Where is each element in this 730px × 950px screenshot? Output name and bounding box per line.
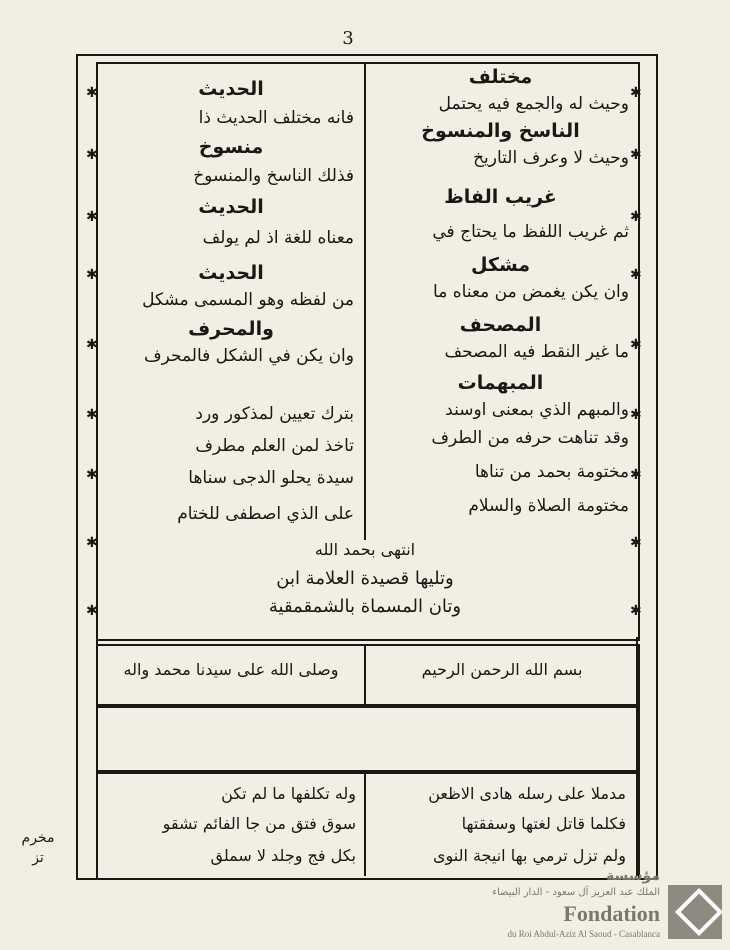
foundation-subtitle-french: du Roi Abdul-Aziz Al Saoud - Casablanca [507,929,660,939]
star-octagram-icon [675,888,723,936]
star-ornament-icon: ✱ [630,337,642,353]
star-ornament-icon: ✱ [86,267,98,283]
verse-line: فكلما قاتل لغتها وسفقتها [461,814,626,833]
page-number: 3 [342,28,354,49]
verse-line: وان يكن يغمض من معناه ما [433,282,629,302]
foundation-name-french: Fondation [563,901,660,926]
star-ornament-icon: ✱ [630,147,642,163]
star-ornament-icon: ✱ [630,85,642,101]
verse-line: ولم تزل ترمي بها انيجة النوى [432,846,626,865]
section-heading: الحديث [198,196,264,218]
verse-line: بكل فج وجلد لا سملق [210,846,356,865]
verse-line: فذلك الناسخ والمنسوخ [193,166,354,186]
closing-line: انتهى بحمد الله [314,540,416,559]
section-heading: غريب الفاظ [444,186,557,208]
star-ornament-icon: ✱ [630,603,642,619]
star-ornament-icon: ✱ [630,535,642,551]
star-ornament-icon: ✱ [630,209,642,225]
star-ornament-icon: ✱ [86,337,98,353]
verse-line: سيدة يحلو الدجى سناها [188,468,354,488]
section-heading: المبهمات [457,372,544,394]
section-heading: المصحف [459,314,542,336]
star-ornament-icon: ✱ [86,603,98,619]
foundation-subtitle-arabic: الملك عبد العزيز آل سعود - الدار البيضاء [492,887,660,898]
star-ornament-icon: ✱ [86,85,98,101]
foundation-name-arabic: مؤسسة [606,868,660,884]
verse-line: وان يكن في الشكل فالمحرف [143,346,354,366]
section-heading: منسوخ [198,136,264,158]
verse-line: وقد تناهت حرفه من الطرف [431,428,629,448]
verse-line: على الذي اصطفى للختام [177,504,354,524]
verse-line: بترك تعيين لمذكور ورد [195,404,354,424]
verse-line: من لفظه وهو المسمى مشكل [142,290,354,310]
basmala-divider [364,644,366,706]
salutation-text: وصلى الله على سيدنا محمد واله [123,660,339,679]
star-ornament-icon: ✱ [630,407,642,423]
section-heading: مشكل [470,254,531,276]
verse-line: وحيث له والجمع فيه يحتمل [438,94,629,114]
section-heading: الحديث [198,78,264,100]
verse-line: تاخذ لمن العلم مطرف [195,436,354,456]
star-ornament-icon: ✱ [86,535,98,551]
closing-line: وتان المسماة بالشمقمقية [268,596,462,617]
verse-line: مختومة بحمد من تناها [474,462,629,482]
section-heading: مختلف [468,66,533,88]
basmala-text: بسم الله الرحمن الرحيم [421,660,583,679]
verse-line: فانه مختلف الحديث ذا [198,108,354,128]
verse-line: وله تكلفها ما لم تكن [221,784,356,803]
verse-line: ما غير النقط فيه المصحف [444,342,629,362]
verse-line: معناه للغة اذ لم يولف [202,228,354,248]
star-ornament-icon: ✱ [86,407,98,423]
column-divider [364,62,366,540]
verses-divider [364,770,366,876]
closing-line: وتليها قصيدة العلامة ابن [276,568,454,589]
verse-line: مدملا على رسله هادى الاظعن [428,784,626,803]
star-ornament-icon: ✱ [86,147,98,163]
star-ornament-icon: ✱ [630,467,642,483]
empty-box [96,704,640,774]
section-heading: الحديث [198,262,264,284]
catchword-line: مخرم [21,830,55,846]
section-heading: الناسخ والمنسوخ [421,120,580,142]
verse-line: ثم غريب اللفظ ما يحتاج في [432,222,629,242]
foundation-logo-icon [668,885,722,939]
catchword-line: تز [32,850,44,866]
star-ornament-icon: ✱ [86,209,98,225]
verse-line: والمبهم الذي بمعنى اوسند [445,400,629,420]
verse-line: سوق فتق من جا الفائم تشقو [162,814,356,833]
verse-line: وحيث لا وعرف التاريخ [473,148,629,168]
margin-catchword [18,828,58,868]
section-heading: والمحرف [188,318,274,340]
star-ornament-icon: ✱ [86,467,98,483]
verse-line: مختومة الصلاة والسلام [468,496,629,516]
star-ornament-icon: ✱ [630,267,642,283]
